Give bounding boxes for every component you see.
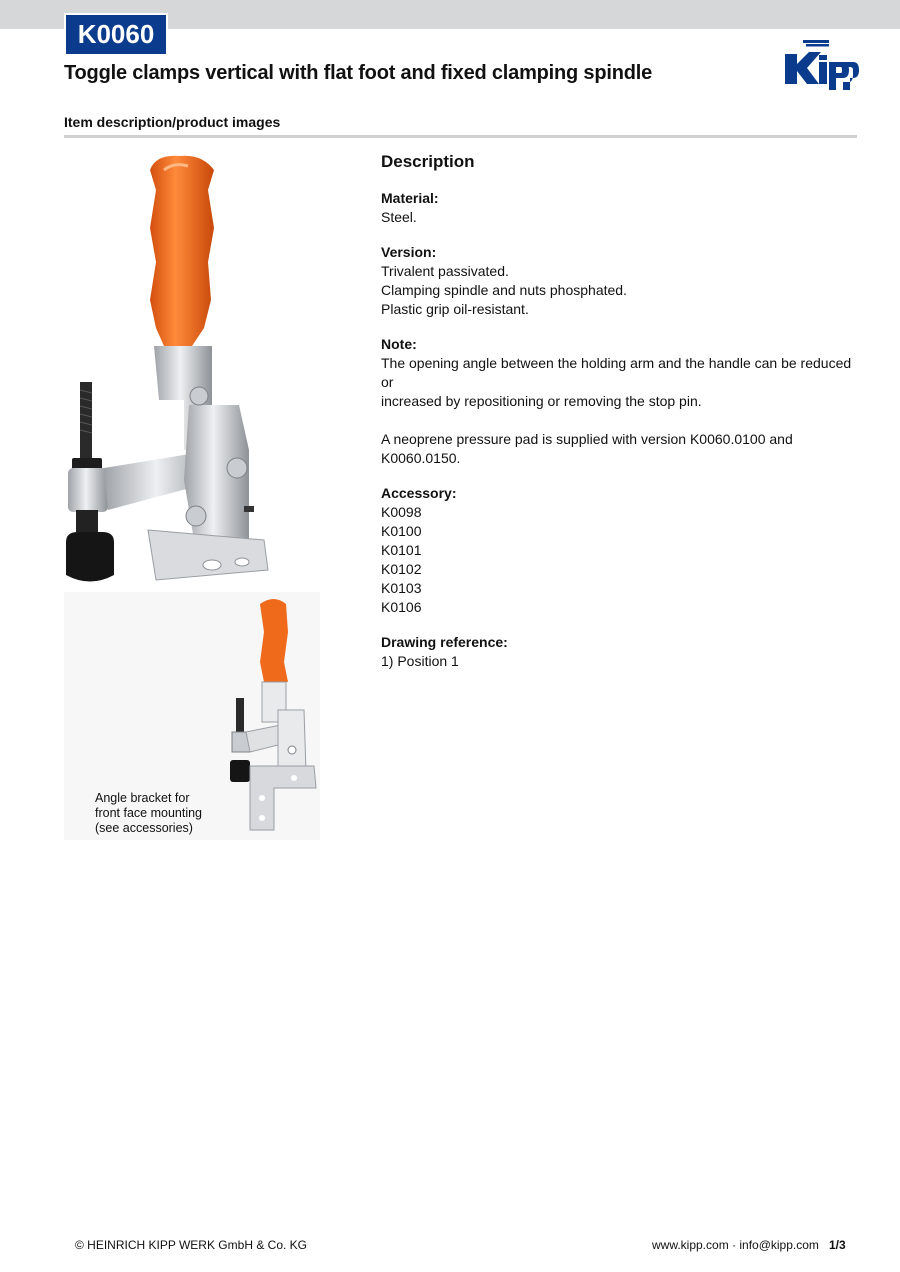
accessory-item: K0098 bbox=[381, 504, 422, 520]
footer-copyright: © HEINRICH KIPP WERK GmbH & Co. KG bbox=[75, 1238, 307, 1252]
description-heading: Description bbox=[381, 152, 475, 171]
accessory-item: K0103 bbox=[381, 580, 422, 596]
accessory-item: K0102 bbox=[381, 561, 422, 577]
version-line: Clamping spindle and nuts phosphated. bbox=[381, 282, 627, 298]
caption-line: Angle bracket for bbox=[95, 791, 190, 805]
note-line: The opening angle between the holding arm and the handle can be reduced or bbox=[381, 355, 852, 390]
accessory-block bbox=[381, 484, 861, 617]
bracket-caption bbox=[95, 791, 225, 836]
accessory-item: K0100 bbox=[381, 523, 422, 539]
note-block bbox=[381, 335, 861, 468]
material-block bbox=[381, 189, 861, 227]
material-label: Material: bbox=[381, 190, 439, 206]
version-line: Trivalent passivated. bbox=[381, 263, 509, 279]
version-block bbox=[381, 243, 861, 319]
version-label: Version: bbox=[381, 244, 437, 260]
drawing-reference-label: Drawing reference: bbox=[381, 634, 508, 650]
drawing-reference-text: 1) Position 1 bbox=[381, 653, 459, 669]
version-line: Plastic grip oil-resistant. bbox=[381, 301, 529, 317]
note-line: increased by repositioning or removing the stop pin. bbox=[381, 393, 702, 409]
kipp-logo bbox=[783, 38, 859, 92]
caption-line: front face mounting bbox=[95, 806, 203, 820]
product-image-main bbox=[64, 150, 304, 590]
accessory-label: Accessory: bbox=[381, 485, 457, 501]
accessory-item: K0106 bbox=[381, 599, 422, 615]
section-divider bbox=[64, 135, 857, 138]
note-label: Note: bbox=[381, 336, 417, 352]
accessory-item: K0101 bbox=[381, 542, 422, 558]
page-title: Toggle clamps vertical with flat foot and fixed clamping spindle bbox=[64, 62, 653, 84]
section-label: Item description/product images bbox=[64, 114, 281, 130]
drawing-reference-block bbox=[381, 633, 861, 671]
page-number: 1/3 bbox=[829, 1238, 846, 1252]
description-panel bbox=[381, 152, 861, 687]
note-extra: A neoprene pressure pad is supplied with version K0060.0100 and K0060.0150. bbox=[381, 431, 793, 466]
footer-contact: www.kipp.com · info@kipp.com bbox=[652, 1238, 819, 1252]
material-text: Steel. bbox=[381, 209, 417, 225]
caption-line: (see accessories) bbox=[95, 821, 193, 835]
product-code-badge: K0060 bbox=[64, 13, 168, 56]
